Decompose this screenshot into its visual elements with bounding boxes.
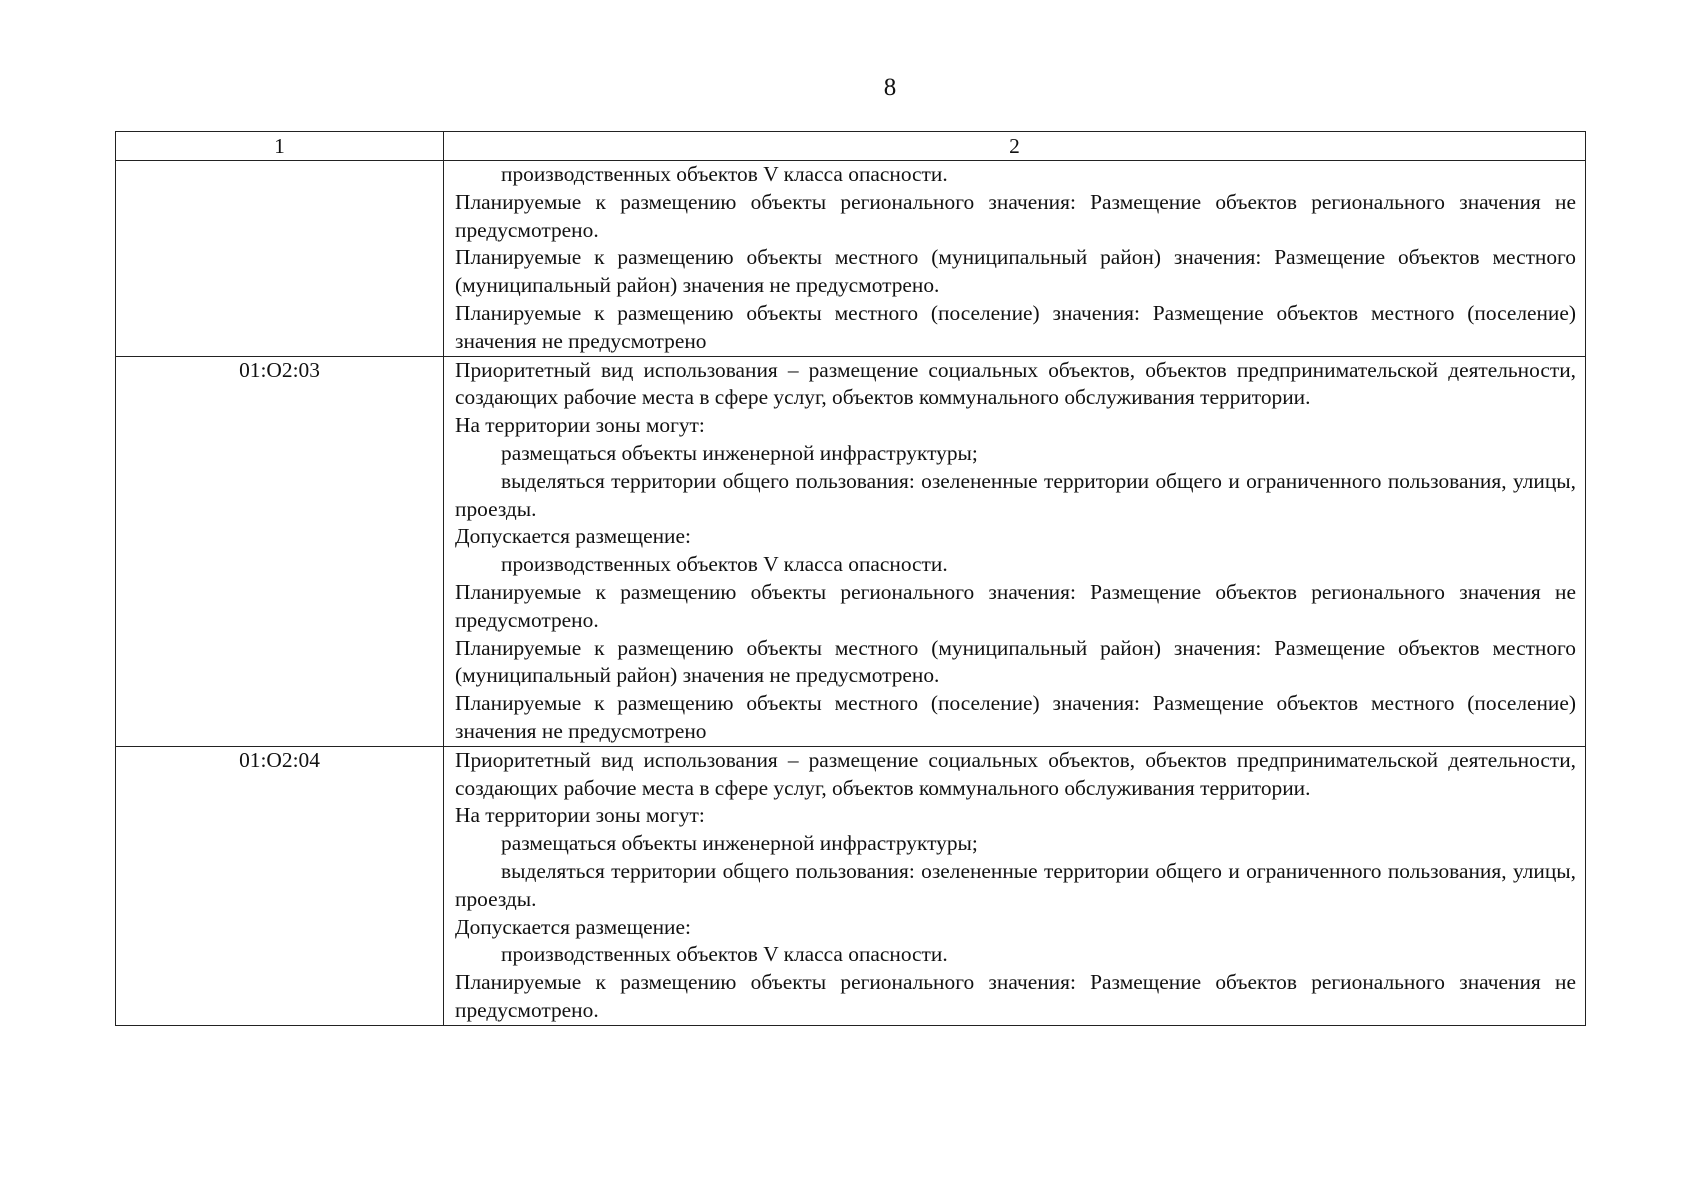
page-number: 8 [883, 74, 897, 101]
paragraph: Планируемые к размещению объекты регионального значения: Размещение объектов регионального значения не предусмотрено. [455, 189, 1576, 242]
paragraph: Планируемые к размещению объекты местного (поселение) значения: Размещение объектов местного (поселение) значения не предусмотрено [455, 300, 1576, 353]
zone-description-cell [444, 746, 1586, 1025]
paragraph: На территории зоны могут: [455, 803, 705, 828]
table-header-row [116, 132, 1586, 161]
paragraph: Планируемые к размещению объекты местного (муниципальный район) значения: Размещение объектов местного (муниципальный район) значения не предусмотрено. [455, 245, 1576, 298]
zone-code-cell: 01:O2:04 [116, 746, 444, 1025]
paragraph: Планируемые к размещению объекты местного (муниципальный район) значения: Размещение объектов местного (муниципальный район) значения не предусмотрено. [455, 635, 1576, 688]
table-row [116, 161, 1586, 357]
zones-table [115, 131, 1586, 1026]
paragraph: Приоритетный вид использования – размещение социальных объектов, объектов предпринимательской деятельности, создающих рабочие места в сфере услуг, объектов коммунального обслуживания территории. [455, 357, 1576, 410]
paragraph: Планируемые к размещению объекты местного (поселение) значения: Размещение объектов местного (поселение) значения не предусмотрено [455, 691, 1576, 743]
paragraph: Допускается размещение: [455, 524, 691, 549]
zone-description-cell [444, 161, 1586, 357]
paragraph: размещаться объекты инженерной инфраструктуры; [501, 831, 978, 856]
paragraph: На территории зоны могут: [455, 413, 705, 438]
paragraph: Планируемые к размещению объекты регионального значения: Размещение объектов регионального значения не предусмотрено. [455, 579, 1576, 632]
paragraph: Планируемые к размещению объекты регионального значения: Размещение объектов регионального значения не предусмотрено. [455, 970, 1576, 1022]
table-row [116, 356, 1586, 746]
paragraph: Приоритетный вид использования – размещение социальных объектов, объектов предпринимательской деятельности, создающих рабочие места в сфере услуг, объектов коммунального обслуживания территории. [455, 747, 1576, 800]
paragraph: производственных объектов V класса опасности. [501, 942, 948, 967]
zone-code-cell: 01:O2:03 [116, 356, 444, 746]
column-header: 1 [116, 132, 444, 161]
table-row [116, 746, 1586, 1025]
column-header: 2 [444, 132, 1586, 161]
paragraph: размещаться объекты инженерной инфраструктуры; [501, 440, 978, 465]
paragraph: выделяться территории общего пользования: озелененные территории общего и ограниченного пользования, улицы, проезды. [455, 858, 1576, 911]
paragraph: выделяться территории общего пользования: озелененные территории общего и ограниченного пользования, улицы, проезды. [455, 468, 1576, 521]
zone-description-cell [444, 356, 1586, 746]
zone-code-cell [116, 161, 444, 357]
paragraph: производственных объектов V класса опасности. [501, 162, 948, 186]
paragraph: производственных объектов V класса опасности. [501, 552, 948, 577]
paragraph: Допускается размещение: [455, 914, 691, 939]
